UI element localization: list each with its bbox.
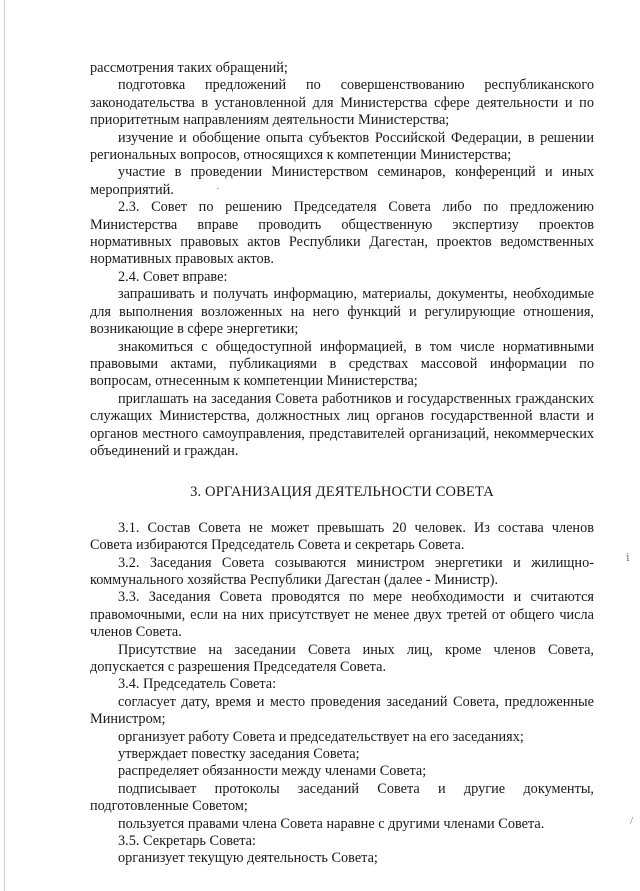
paragraph: запрашивать и получать информацию, материалы, документы, необходимые для выполнения возложенных на него функций и регулирующие отношения, возникающие в сфере энергетики; <box>90 286 594 338</box>
paragraph: участие в проведении Министерством семинаров, конференций и иных мероприятий. <box>90 164 594 198</box>
scan-speck: · <box>216 183 220 195</box>
paragraph: пользуется правами члена Совета наравне с другими членами Совета. <box>118 815 545 832</box>
paragraph: организует работу Совета и председательствует на его заседаниях; <box>118 728 524 745</box>
section-3-heading: 3. ОРГАНИЗАЦИЯ ДЕЯТЕЛЬНОСТИ СОВЕТА <box>190 484 494 501</box>
paragraph-2-3: 2.3. Совет по решению Председателя Совета либо по предложению Министерства вправе проводить общественную экспертизу проектов нормативных правовых актов Республики Дагестан, проектов ведомственных нормативных правовых актов. <box>90 199 594 268</box>
scan-speck: ⅰ <box>626 552 630 564</box>
document-body <box>90 60 594 868</box>
paragraph-3-5: 3.5. Секретарь Совета: <box>118 833 256 850</box>
paragraph-3-2: 3.2. Заседания Совета созываются министром энергетики и жилищно-коммунального хозяйства Республики Дагестан (далее - Министр). <box>90 554 594 588</box>
paragraph: рассмотрения таких обращений; <box>90 60 288 76</box>
paragraph-3-4: 3.4. Председатель Совета: <box>118 676 277 693</box>
paragraph-3-1: 3.1. Состав Совета не может превышать 20 человек. Из состава членов Совета избираются Председатель Совета и секретарь Совета. <box>90 519 594 554</box>
paragraph: знакомиться с общедоступной информацией, в том числе нормативными правовыми актами, публикациями в средствах массовой информации по вопросам, отнесенным к компетенции Министерства; <box>90 338 594 390</box>
paragraph: утверждает повестку заседания Совета; <box>118 746 360 763</box>
paragraph: изучение и обобщение опыта субъектов Российской Федерации, в решении региональных вопросов, относящихся к компетенции Министерства; <box>90 129 594 164</box>
scan-left-edge <box>4 0 5 891</box>
paragraph: приглашать на заседания Совета работников и государственных гражданских служащих Министерства, должностных лиц органов государственной власти и органов местного самоуправления, представителей организаций, некоммерческих объединений и граждан. <box>90 390 594 459</box>
paragraph-3-3: 3.3. Заседания Совета проводятся по мере необходимости и считаются правомочными, если на них присутствует не менее двух третей от общего числа членов Совета. <box>90 589 594 641</box>
paragraph: подготовка предложений по совершенствованию республиканского законодательства в установленной для Министерства сфере деятельности и по приоритетным направлениям деятельности Министерства; <box>90 77 594 129</box>
scan-speck: / <box>630 815 634 827</box>
paragraph: подписывает протоколы заседаний Совета и другие документы, подготовленные Советом; <box>90 780 594 815</box>
paragraph: распределяет обязанности между членами Совета; <box>118 763 427 780</box>
paragraph: организует текущую деятельность Совета; <box>118 850 378 867</box>
paragraph: согласует дату, время и место проведения заседаний Совета, предложенные Министром; <box>90 693 594 728</box>
paragraph-2-4: 2.4. Совет вправе: <box>118 268 228 285</box>
paragraph: Присутствие на заседании Совета иных лиц, кроме членов Совета, допускается с разрешения Председателя Совета. <box>90 641 594 675</box>
